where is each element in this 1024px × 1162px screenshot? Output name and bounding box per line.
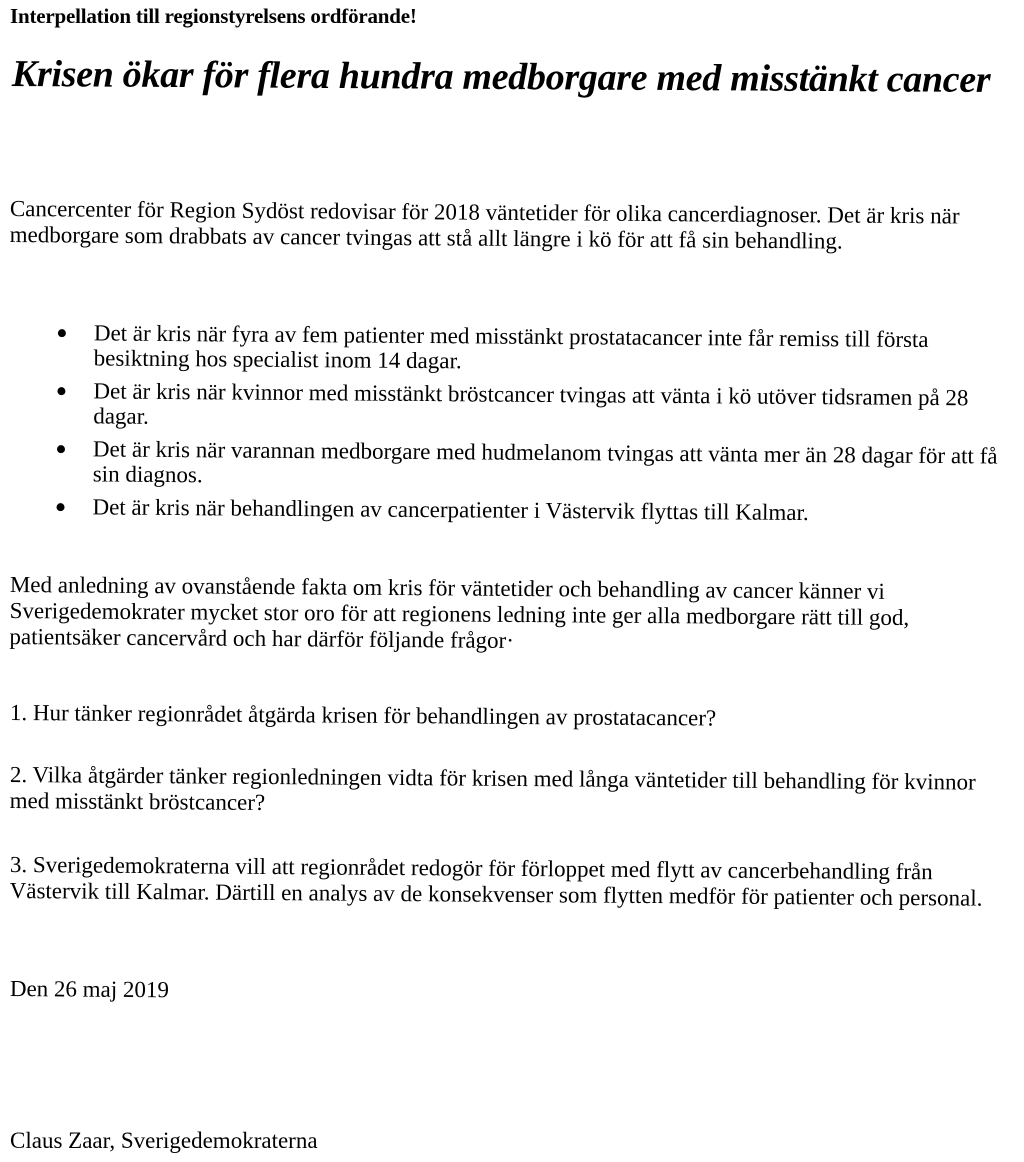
motivation-paragraph: Med anledning av ovanstående fakta om kris för väntetider och behandling av cancer känner vi Sverigedemokrater mycket stor oro för att regionens ledning inte ger alla medborgare rätt till god, patientsäker cancervård och har därför följande frågor·	[9, 572, 910, 653]
bullet-item	[39, 378, 999, 436]
document-date: Den 26 maj 2019	[9, 976, 170, 1003]
bullet-text: Det är kris när kvinnor med misstänkt bröstcancer tvingas att vänta i kö utöver tidsramen på 28 dagar.	[93, 378, 969, 429]
question-2: 2. Vilka åtgärder tänker regionledningen vidta för krisen med långa väntetider till behandling för kvinnor med misstänkt bröstcancer?	[9, 762, 976, 816]
bullet-text: Det är kris när behandlingen av cancerpatienter i Västervik flyttas till Kalmar.	[92, 494, 809, 526]
bullet-text: Det är kris när varannan medborgare med hudmelanom tvingas att vänta mer än 28 dagar för att få sin diagnos.	[92, 436, 998, 488]
intro-paragraph: Cancercenter för Region Sydöst redovisar för 2018 väntetider för olika cancerdiagnoser. Det är kris när medborgare som drabbats av cancer tvingas att stå allt längre i kö för att få sin behandling.	[9, 196, 960, 254]
bullet-dot-icon	[57, 445, 65, 453]
bullet-dot-icon	[56, 503, 64, 511]
question-3: 3. Sverigedemokraterna vill att regionrådet redogör för förloppet med flytt av cancerbehandling från Västervik till Kalmar. Därtill en analys av de konsekvenser som flytten medför för patienter och personal.	[9, 852, 983, 911]
bullet-dot-icon	[57, 387, 65, 395]
bullet-item	[40, 320, 1000, 378]
bullet-text: Det är kris när fyra av fem patienter med misstänkt prostatacancer inte får remiss till första besiktning hos specialist inom 14 dagar.	[93, 320, 929, 374]
document-title: Krisen ökar för flera hundra medborgare med misstänkt cancer	[11, 52, 991, 101]
bullet-item	[38, 494, 998, 527]
question-1: 1. Hur tänker regionrådet åtgärda krisen för behandlingen av prostatacancer?	[9, 700, 717, 731]
bullet-dot-icon	[58, 329, 66, 337]
bullet-list	[38, 320, 1000, 535]
signature-line: Claus Zaar, Sverigedemokraterna	[10, 1128, 318, 1153]
bullet-item	[39, 436, 999, 494]
document-heading: Interpellation till regionstyrelsens ordförande!	[10, 4, 417, 28]
